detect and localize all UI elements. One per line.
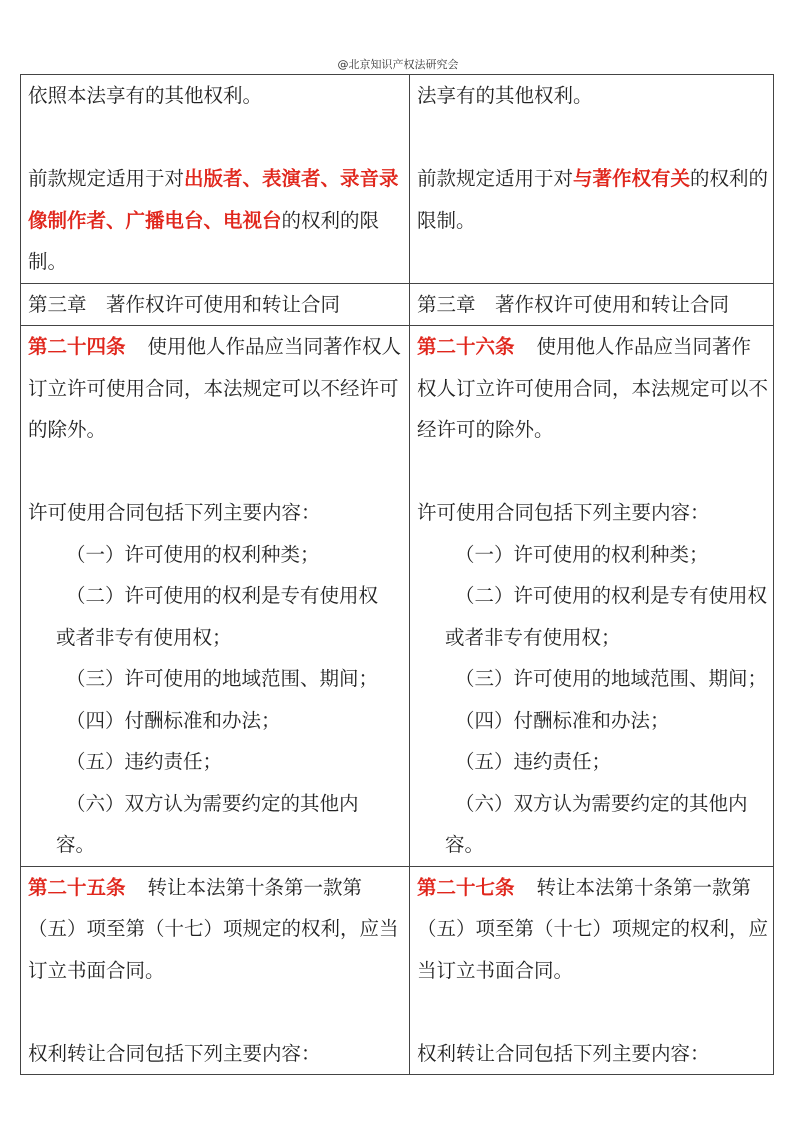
paragraph <box>28 158 405 283</box>
paragraph <box>28 326 405 451</box>
list-item: （二）许可使用的权利是专有使用权 <box>66 584 379 607</box>
article-number: 第二十七条 <box>417 875 515 899</box>
list-item: （六）双方认为需要约定的其他内 <box>66 791 359 815</box>
list-item: （一）许可使用的权利种类； <box>455 542 709 566</box>
text-run: 前款规定适用于对 <box>417 167 574 190</box>
table-cell-new <box>410 75 774 284</box>
table-row <box>21 866 774 1075</box>
list-item: （三）许可使用的地域范围、期间； <box>455 667 768 690</box>
list-item: （五）违约责任； <box>66 750 223 773</box>
chapter-heading-old: 第三章 著作权许可使用和转让合同 <box>21 283 410 326</box>
table-cell-new <box>410 866 774 1075</box>
highlight-text: 与著作权有关 <box>573 167 691 190</box>
table-cell-new <box>410 326 774 867</box>
article-text: 转让本法第十条第一款第（五）项至第（十七）项规定的权利，应当订立书面合同。 <box>417 875 769 982</box>
text-run: 前款规定适用于对 <box>28 167 185 190</box>
table-cell-old <box>21 866 410 1075</box>
article-number: 第二十六条 <box>417 335 515 358</box>
paragraph: 法享有的其他权利。 <box>417 84 593 107</box>
table-cell-old <box>21 75 410 284</box>
list-intro: 权利转让合同包括下列主要内容： <box>417 1041 710 1065</box>
text-run: 的权利的限制。 <box>417 167 769 232</box>
article-text: 使用他人作品应当同著作权人订立许可使用合同，本法规定可以不经许可的除外。 <box>28 335 402 441</box>
list-intro: 许可使用合同包括下列主要内容： <box>28 501 321 524</box>
table-row <box>21 283 774 326</box>
table-cell-old <box>21 326 410 867</box>
list-item: （五）违约责任； <box>455 750 612 773</box>
table-row <box>21 75 774 284</box>
list-item: （四）付酬标准和办法； <box>66 708 281 732</box>
chapter-heading-new: 第三章 著作权许可使用和转让合同 <box>410 283 774 326</box>
article-number: 第二十五条 <box>28 875 126 899</box>
table-row <box>21 326 774 867</box>
list-item-continuation: 或者非专有使用权； <box>445 625 621 649</box>
list-item: （三）许可使用的地域范围、期间； <box>66 667 379 690</box>
article-text: 使用他人作品应当同著作权人订立许可使用合同，本法规定可以不经许可的除外。 <box>417 335 769 441</box>
list-item: （一）许可使用的权利种类； <box>66 542 320 566</box>
article-number: 第二十四条 <box>28 335 126 358</box>
watermark-text: @北京知识产权法研究会 <box>337 58 459 71</box>
highlight-text: 出版者、表演者、录音录像制作者、广播电台、电视台 <box>28 167 399 232</box>
list-item: （四）付酬标准和办法； <box>455 708 670 732</box>
list-item-continuation: 容。 <box>445 833 485 856</box>
list-item-continuation: 容。 <box>56 833 96 856</box>
list-item: （二）许可使用的权利是专有使用权 <box>455 584 768 607</box>
text-run: 的权利的限制。 <box>28 208 380 273</box>
paragraph <box>417 158 769 241</box>
list-item-continuation: 或者非专有使用权； <box>56 625 232 649</box>
comparison-table <box>20 74 774 1075</box>
article-text: 转让本法第十条第一款第（五）项至第（十七）项规定的权利，应当订立书面合同。 <box>28 875 399 982</box>
paragraph <box>28 867 405 992</box>
paragraph: 依照本法享有的其他权利。 <box>28 84 263 107</box>
list-intro: 权利转让合同包括下列主要内容： <box>28 1041 321 1065</box>
paragraph <box>417 867 769 992</box>
list-intro: 许可使用合同包括下列主要内容： <box>417 501 710 524</box>
list-item: （六）双方认为需要约定的其他内 <box>455 791 748 815</box>
paragraph <box>417 326 769 451</box>
